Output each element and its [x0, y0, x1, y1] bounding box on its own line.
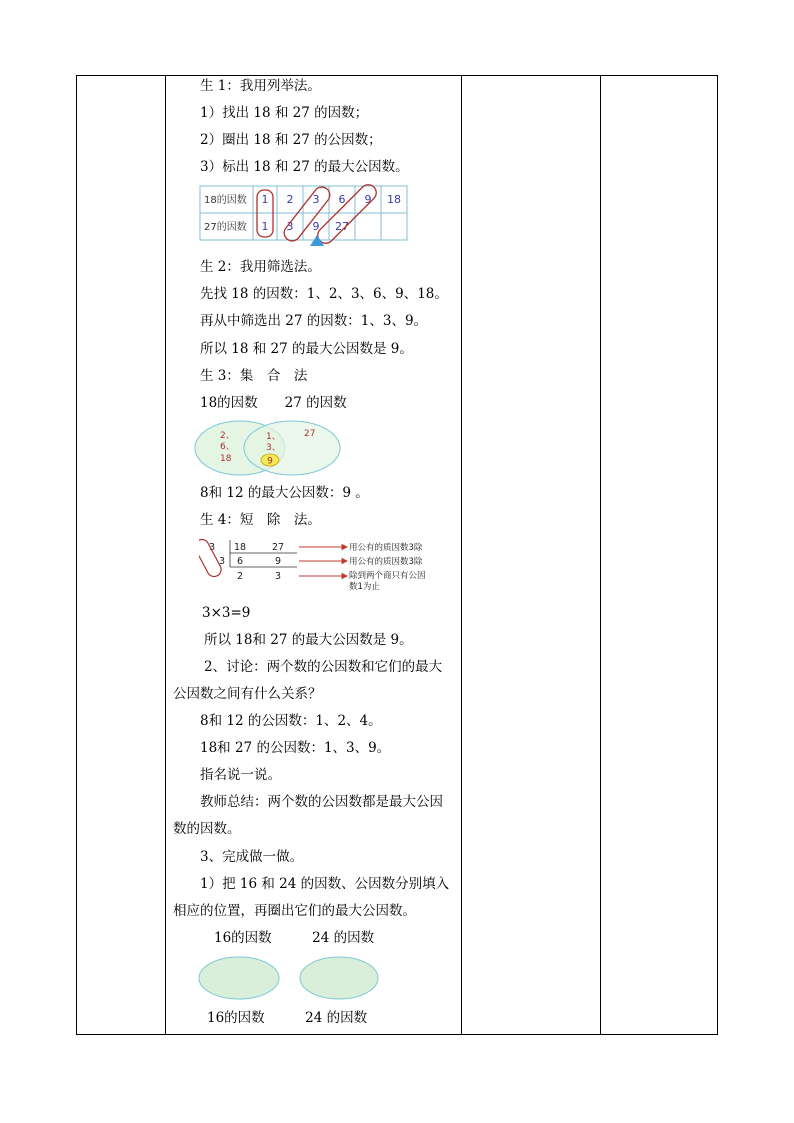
quotient: 9 [275, 556, 282, 567]
text-line: 所以 18和 27 的最大公因数是 9。 [204, 632, 413, 648]
quotient: 3 [275, 571, 282, 582]
text-line: 3×3=9 [202, 605, 251, 621]
venn-left-item: 2、 [220, 431, 235, 441]
text-line: 16的因数 24 的因数 [214, 930, 375, 946]
text-line: 公因数之间有什么关系？ [173, 686, 322, 702]
factor-cell: 27 [335, 220, 349, 233]
factor-cell: 3 [312, 193, 320, 206]
text-line: 所以 18 和 27 的最大公因数是 9。 [200, 341, 413, 357]
text-line: 生 4：短 除 法。 [200, 512, 321, 528]
venn-right-item: 27 [304, 429, 316, 439]
text-line: 数的因数。 [173, 821, 241, 837]
factor-cell: 1 [261, 193, 269, 206]
dividend: 18 [234, 542, 247, 553]
step-note: 用公有的质因数3除 [349, 557, 423, 567]
factor-list-diagram [199, 184, 411, 246]
venn-left-item: 6、 [220, 442, 235, 452]
text-line: 相应的位置，再圈出它们的最大公因数。 [173, 903, 416, 919]
exercise-ellipses [198, 955, 382, 1003]
column-divider [461, 76, 462, 1034]
text-line: 1）找出 18 和 27 的因数； [200, 105, 369, 121]
text-line: 3）标出 18 和 27 的最大公因数。 [200, 159, 409, 175]
venn-left-item: 18 [220, 454, 232, 464]
factor-cell: 6 [338, 193, 346, 206]
text-line: 先找 18 的因数：1、2、3、6、9、18。 [200, 286, 448, 302]
column-divider [165, 76, 166, 1034]
text-line: 16的因数 24 的因数 [207, 1010, 368, 1026]
text-line: 教师总结：两个数的公因数都是最大公因 [200, 794, 443, 810]
step-note: 数1为止 [349, 582, 380, 592]
quotient: 2 [237, 571, 244, 582]
text-line: 18的因数 27 的因数 [200, 395, 347, 411]
step-note: 用公有的质因数3除 [349, 543, 423, 553]
venn-diagram [194, 418, 344, 478]
factor-cell: 2 [286, 193, 294, 206]
text-line: 再从中筛选出 27 的因数：1、3、9。 [200, 313, 428, 329]
factor-cell: 9 [312, 220, 320, 233]
quotient: 6 [237, 556, 244, 567]
factor-cell: 18 [387, 193, 401, 206]
venn-common-item: 1、 [266, 432, 281, 442]
text-line: 18和 27 的公因数：1、3、9。 [200, 740, 391, 756]
text-line: 8和 12 的最大公因数：9 。 [200, 485, 369, 501]
divisor: 3 [219, 556, 226, 567]
text-line: 2）圈出 18 和 27 的公因数； [200, 132, 382, 148]
text-line: 生 1：我用列举法。 [200, 78, 321, 94]
factor-ellipse-24 [300, 957, 378, 999]
row-label-18: 18的因数 [204, 195, 247, 206]
venn-common-item: 3、 [266, 443, 281, 453]
venn-gcd-item: 9 [267, 456, 273, 467]
factor-cell: 9 [364, 193, 372, 206]
text-line: 8和 12 的公因数：1、2、4。 [200, 713, 382, 729]
factor-cell: 3 [286, 220, 294, 233]
text-line: 生 2：我用筛选法。 [200, 259, 321, 275]
divisor: 3 [209, 542, 216, 553]
row-label-27: 27的因数 [204, 222, 247, 233]
text-line: 生 3：集 合 法 [200, 368, 308, 384]
factor-cell: 1 [261, 220, 269, 233]
short-division-diagram [199, 536, 461, 594]
text-line: 3、完成做一做。 [200, 849, 304, 865]
text-line: 指名说一说。 [200, 767, 281, 783]
text-line: 1）把 16 和 24 的因数、公因数分别填入 [200, 876, 450, 892]
text-line: 2、讨论：两个数的公因数和它们的最大 [204, 659, 443, 675]
column-divider [600, 76, 601, 1034]
factor-ellipse-16 [199, 957, 279, 999]
dividend: 27 [272, 542, 285, 553]
step-note: 除到两个商只有公因 [349, 571, 426, 581]
